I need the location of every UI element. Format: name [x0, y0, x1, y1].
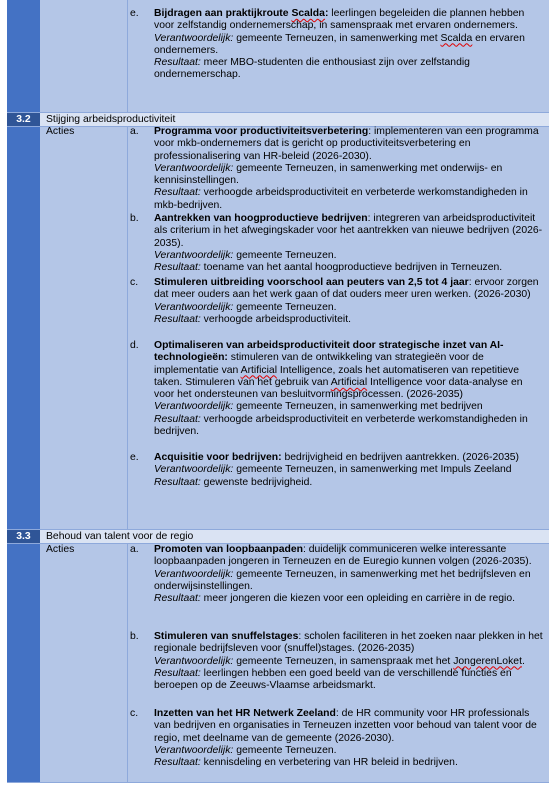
item-letter: c.	[130, 708, 139, 719]
item-result: Resultaat: toename van het aantal hoogproductieve bedrijven in Terneuzen.	[154, 262, 503, 274]
item-title: Aantrekken van hoogproductieve bedrijven	[154, 213, 368, 224]
item-responsible: Verantwoordelijk: gemeente Terneuzen, in samenwerking met Scalda en ervaren ondernemers.	[154, 32, 525, 56]
item-result: Resultaat: kennisdeling en verbetering van HR beleid in bedrijven.	[154, 757, 458, 769]
section-header-3-2	[7, 112, 549, 127]
item-letter: d.	[130, 340, 139, 351]
item-letter: b.	[130, 213, 139, 224]
item-responsible: Verantwoordelijk: gemeente Terneuzen, in samenwerking met het bedrijfsleven en onderwijsinstellingen.	[154, 568, 531, 592]
item-letter: a.	[130, 126, 139, 137]
item-title: Optimaliseren van arbeidsproductiviteit door strategische inzet van AI-technologieën:	[154, 340, 504, 364]
item-letter: a.	[130, 544, 139, 555]
item-responsible: Verantwoordelijk: gemeente Terneuzen.	[154, 249, 337, 261]
item-responsible: Verantwoordelijk: gemeente Terneuzen, in samenwerking met bedrijven	[154, 401, 483, 413]
section-number: 3.3	[7, 530, 40, 543]
action-plan-table	[7, 0, 549, 782]
item-description: Bijdragen aan praktijkroute Scalda: leerlingen begeleiden die plannen hebben voor zelfstandig ondernemerschap, in samenspraak met ervaren ondernemers.	[154, 8, 525, 32]
item-description: Promoten van loopbaanpaden: duidelijk communiceren welke interessante loopbaanpaden jongeren in Terneuzen en de Euregio kunnen volgen (2026-2035).	[154, 544, 532, 568]
item-letter: b.	[130, 631, 139, 642]
item-responsible: Verantwoordelijk: gemeente Terneuzen, in samenwerking met Impuls Zeeland	[154, 464, 512, 476]
action-item	[130, 631, 544, 692]
action-item	[130, 340, 544, 438]
item-result: Resultaat: leerlingen hebben een goed beeld van de verschillende functies en beroepen op de Zeeuws-Vlaamse arbeidsmarkt.	[154, 667, 512, 692]
item-letter: c.	[130, 277, 139, 288]
item-result: Resultaat: verhoogde arbeidsproductiviteit en verbeterde werkomstandigheden in mkb-bedrijven.	[154, 187, 528, 211]
item-result: Resultaat: meer jongeren die kiezen voor een opleiding en carrière in de regio.	[154, 593, 516, 605]
item-title: Stimuleren van snuffelstages	[154, 631, 299, 642]
section-number: 3.2	[7, 113, 40, 126]
item-responsible: Verantwoordelijk: gemeente Terneuzen.	[154, 744, 337, 756]
action-item	[130, 277, 544, 326]
number-column	[7, 0, 40, 112]
section-title: Stijging arbeidsproductiviteit	[46, 114, 176, 125]
item-title: Programma voor productiviteitsverbetering	[154, 126, 369, 137]
item-description: Stimuleren uitbreiding voorschool aan peuters van 2,5 tot 4 jaar: ervoor zorgen dat meer ouders aan het werk gaan of dat ouders meer uren werken. (2026-2030)	[154, 277, 539, 301]
item-responsible: Verantwoordelijk: gemeente Terneuzen, in samenspraak met het JongerenLoket.	[154, 655, 525, 667]
item-description: Optimaliseren van arbeidsproductiviteit door strategische inzet van AI-technologieën: stimuleren van de ontwikkeling van strategieën voor de implementatie van Artificial Intelligence, zoals het automatiseren van repetitieve taken. Stimuleren van het gebruik van Artificial Intelligence voor data-analyse en voor het ondersteunen van besluitvormingsprocessen. (2026-2035)	[154, 340, 523, 401]
item-description: Inzetten van het HR Netwerk Zeeland: de HR community voor HR professionals van bedrijven en organisaties in Terneuzen inzetten voor behoud van talent voor de regio, met deelname van de gemeente (2026-2030).	[154, 708, 537, 744]
item-result: Resultaat: verhoogde arbeidsproductiviteit.	[154, 313, 351, 325]
item-title: Stimuleren uitbreiding voorschool aan peuters van 2,5 tot 4 jaar	[154, 277, 469, 288]
item-description: Stimuleren van snuffelstages: scholen faciliteren in het zoeken naar plekken in het regionale bedrijfsleven voor (snuffel)stages. (2026-2035)	[154, 631, 543, 655]
action-item	[130, 213, 544, 274]
action-item	[130, 126, 544, 212]
actions-label: Acties	[46, 126, 75, 137]
item-letter: e.	[130, 452, 139, 463]
actions-label: Acties	[46, 544, 75, 555]
item-result: Resultaat: meer MBO-studenten die enthousiast zijn over zelfstandig ondernemerschap.	[154, 57, 470, 81]
section-header-3-3	[7, 529, 549, 544]
item-letter: e.	[130, 8, 139, 19]
section-title: Behoud van talent voor de regio	[46, 531, 194, 542]
item-result: Resultaat: verhoogde arbeidsproductiviteit en verbeterde werkomstandigheden in bedrijven.	[154, 413, 528, 438]
item-title: Bijdragen aan praktijkroute Scalda:	[154, 8, 329, 19]
item-responsible: Verantwoordelijk: gemeente Terneuzen.	[154, 301, 337, 313]
item-responsible: Verantwoordelijk: gemeente Terneuzen, in samenwerking met onderwijs- en kennisinstellingen.	[154, 162, 503, 187]
item-title: Inzetten van het HR Netwerk Zeeland	[154, 708, 336, 719]
item-title: Acquisitie voor bedrijven:	[154, 452, 282, 463]
action-item	[130, 452, 544, 489]
item-title: Promoten van loopbaanpaden	[154, 544, 303, 555]
item-description: Acquisitie voor bedrijven: bedrijvigheid en bedrijven aantrekken. (2026-2035)	[154, 452, 520, 463]
item-result: Resultaat: gewenste bedrijvigheid.	[154, 476, 313, 488]
action-item	[130, 544, 544, 605]
action-item	[130, 708, 544, 769]
action-item	[130, 8, 544, 82]
item-description: Programma voor productiviteitsverbetering: implementeren van een programma voor mkb-ondernemers dat is gericht op productiviteitsverbetering en professionalisering van HR-beleid (2026-2030).	[154, 126, 539, 162]
item-description: Aantrekken van hoogproductieve bedrijven: integreren van arbeidsproductiviteit als criterium in het afwegingskader voor het aantrekken van nieuwe bedrijven (2026-2035).	[154, 213, 543, 249]
